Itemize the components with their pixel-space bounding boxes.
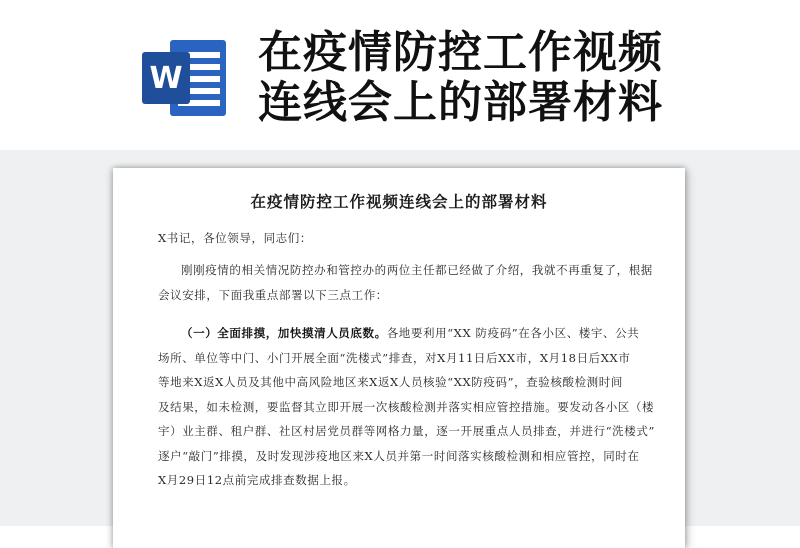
section-one-line: 场所、单位等中门、小门开展全面“洗楼式”排查，对X月11日后XX市，X月18日后XX市 — [158, 350, 631, 365]
header-banner — [0, 0, 800, 150]
section-one-first-line — [158, 321, 658, 346]
salutation-paragraph — [158, 226, 658, 251]
document-page — [113, 168, 685, 548]
intro-line: 会议安排，下面我重点部署以下三点工作： — [158, 287, 388, 302]
section-one-line: 逐户“敲门”排摸，及时发现涉疫地区来X人员并第一时间落实核酸检测和相应管控，同时在 — [158, 448, 640, 463]
salutation-line: X书记，各位领导，同志们： — [158, 231, 312, 245]
microsoft-word-icon — [140, 38, 230, 118]
section-one-line: 宇）业主群、租户群、社区村居党员群等网格力量，逐一开展重点人员排查，并进行“洗楼式” — [158, 424, 655, 438]
section-one-heading: （一）全面排摸，加快摸清人员底数。 — [181, 326, 387, 340]
section-one-first-rest: 各地要利用“XX 防疫码”在各小区、楼宇、公共 — [386, 326, 640, 340]
intro-paragraph — [158, 258, 658, 307]
banner-title-line1: 在疫情防控工作视频 — [258, 27, 663, 78]
section-one-line: 等地来X返X人员及其他中高风险地区来X返X人员核验“XX防疫码”，查验核酸检测时间 — [158, 375, 623, 389]
intro-line: 刚刚疫情的相关情况防控办和管控办的两位主任都已经做了介绍，我就不再重复了，根据 — [181, 263, 653, 277]
word-logo-letter: W — [149, 61, 183, 96]
document-title: 在疫情防控工作视频连线会上的部署材料 — [250, 192, 548, 211]
section-one-line: X月29日12点前完成排查数据上报。 — [158, 473, 356, 487]
section-one-paragraph — [158, 321, 658, 493]
section-one-line: 及结果，如未检测，要监督其立即开展一次核酸检测并落实相应管控措施。要发动各小区（楼 — [158, 399, 655, 414]
banner-title — [258, 28, 778, 128]
banner-title-line2: 连线会上的部署材料 — [258, 77, 663, 128]
